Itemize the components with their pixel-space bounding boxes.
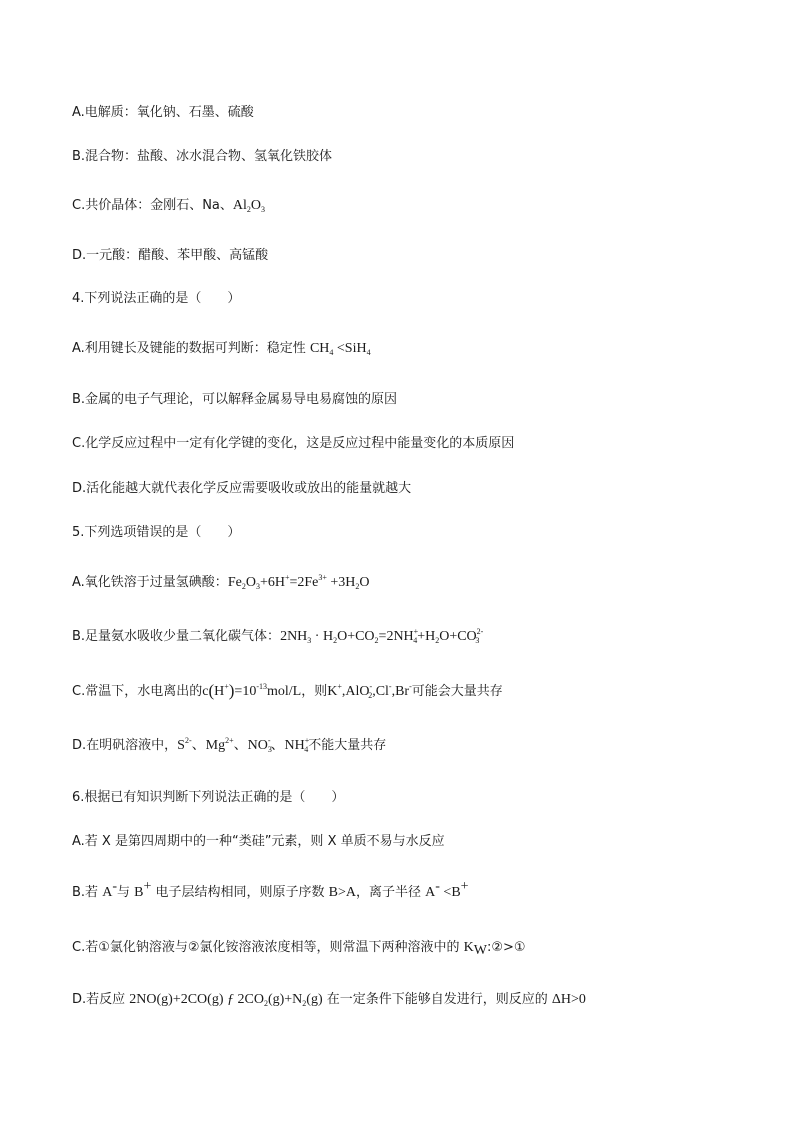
formula-part: ,Br — [391, 684, 410, 699]
q5-option-a — [72, 574, 370, 592]
formula-part: H — [214, 684, 225, 699]
q6-option-c — [72, 939, 526, 957]
formula-part: · H — [311, 629, 334, 644]
formula-part: K — [327, 684, 338, 699]
formula-part: K — [463, 940, 474, 955]
formula-part: B — [134, 885, 144, 900]
q3-option-d: D.一元酸：醋酸、苯甲酸、高锰酸 — [72, 248, 269, 263]
formula-part: c — [202, 684, 209, 699]
formula-part: <SiH — [333, 341, 367, 356]
formula-part: 2NH — [280, 629, 308, 644]
formula-part: +3H — [326, 575, 356, 590]
text: :②>① — [487, 940, 526, 955]
subscript: 2 — [241, 582, 246, 591]
formula-part: 2CO — [237, 992, 264, 1007]
formula-part: O — [250, 198, 262, 213]
q5-option-d — [72, 737, 386, 755]
q3-option-c — [72, 197, 265, 215]
formula-part: O+CO — [337, 629, 375, 644]
equation — [280, 627, 484, 645]
formula-part: Al — [232, 198, 247, 213]
text: C.若①氯化钠溶液与②氯化铵溶液浓度相等，则常温下两种溶液中的 — [72, 940, 464, 955]
q5-stem: 5.下列选项错误的是（ ） — [72, 525, 241, 540]
subscript: 4 — [366, 348, 371, 357]
superscript: 2- — [184, 736, 192, 745]
superscript: + — [224, 682, 229, 691]
formula-part: ,Cl — [372, 684, 389, 699]
formula-part: =10 — [234, 684, 257, 699]
formula — [310, 341, 371, 356]
formula-part: +H — [417, 629, 436, 644]
superscript: + — [337, 682, 342, 691]
text: ，离子半径 — [355, 885, 426, 900]
q5-option-c — [72, 682, 503, 701]
q4-stem: 4.下列说法正确的是（ ） — [72, 291, 241, 306]
superscript: + — [304, 736, 310, 745]
text: A.利用键长及键能的数据可判断：稳定性 — [72, 341, 310, 356]
superscript: - — [388, 682, 392, 691]
subscript: 3 — [307, 636, 312, 645]
subscript: 2 — [374, 636, 379, 645]
q6-stem: 6.根据已有知识判断下列说法正确的是（ ） — [72, 790, 345, 805]
subscript: 3 — [267, 745, 272, 754]
text: 电子层结构相同，则原子序数 — [151, 885, 329, 900]
equation — [129, 992, 322, 1007]
superscript: - — [435, 879, 440, 894]
superscript: 2- — [476, 627, 484, 636]
text: 不能大量共存 — [308, 738, 387, 753]
superscript: - — [112, 879, 117, 894]
subscript: 2 — [368, 691, 373, 700]
formula-part: 、NH — [270, 738, 305, 753]
formula — [233, 198, 265, 213]
paren: ( — [208, 681, 215, 700]
text: A.氧化铁溶于过量氢碘酸： — [72, 575, 228, 590]
formula-part: A — [425, 885, 436, 900]
q4-option-b: B.金属的电子气理论，可以解释金属易导电易腐蚀的原因 — [72, 392, 398, 407]
subscript: W — [473, 943, 487, 958]
superscript: + — [413, 627, 419, 636]
subscript: 4 — [304, 745, 309, 754]
text: 可能会大量共存 — [411, 684, 503, 699]
equation — [228, 575, 370, 590]
formula-part: =2NH — [378, 629, 414, 644]
q6-option-a: A.若 X 是第四周期中的一种“类硅”元素，则 X 单质不易与水反应 — [72, 834, 445, 849]
subscript: 3 — [475, 636, 480, 645]
superscript: 2+ — [225, 736, 234, 745]
equilibrium-arrow: ƒ — [223, 992, 238, 1007]
formula-part: (g) — [306, 992, 323, 1007]
q4-option-d: D.活化能越大就代表化学反应需要吸收或放出的能量就越大 — [72, 481, 412, 496]
formula-part: A — [102, 885, 113, 900]
subscript: 3 — [255, 582, 260, 591]
q4-option-c: C.化学反应过程中一定有化学键的变化，这是反应过程中能量变化的本质原因 — [72, 436, 515, 451]
formula-part: (g)+N — [267, 992, 303, 1007]
superscript: - — [267, 736, 271, 745]
text: D.在明矾溶液中， — [72, 738, 178, 753]
superscript: + — [143, 879, 152, 894]
subscript: 2 — [263, 999, 268, 1008]
formula-part: O — [359, 575, 370, 590]
formula-part: 、Mg — [191, 738, 226, 753]
q5-option-b — [72, 627, 484, 646]
formula-part: 、NO — [233, 738, 268, 753]
formula — [202, 681, 302, 700]
text: C.共价晶体：金刚石、Na、 — [72, 198, 233, 213]
subscript: 2 — [333, 636, 338, 645]
subscript: 4 — [329, 348, 334, 357]
formula-part: B>A — [328, 885, 356, 900]
subscript: 2 — [302, 999, 307, 1008]
subscript: 2 — [435, 636, 440, 645]
formula-part: O — [245, 575, 256, 590]
q4-option-a — [72, 340, 371, 358]
text: B.足量氨水吸收少量二氧化碳气体： — [72, 629, 281, 644]
q3-option-a: A.电解质：氧化钠、石墨、硫酸 — [72, 105, 254, 120]
formula-part: ,AlO — [341, 684, 370, 699]
text: D.若反应 — [72, 992, 130, 1007]
ion-list — [327, 684, 412, 699]
formula-part: +6H — [259, 575, 285, 590]
superscript: -13 — [256, 682, 267, 691]
q6-option-b — [72, 879, 469, 902]
formula-part: S — [177, 738, 185, 753]
formula-part: CH — [309, 341, 330, 356]
subscript: 3 — [261, 205, 266, 214]
paren: ) — [228, 681, 235, 700]
text: B.若 — [72, 885, 103, 900]
formula-part: <B — [439, 885, 461, 900]
superscript: - — [369, 682, 373, 691]
formula-part: 2NO(g)+2CO(g) — [129, 992, 224, 1007]
q3-option-b: B.混合物：盐酸、冰水混合物、氢氧化铁胶体 — [72, 149, 333, 164]
formula-part: mol/L — [267, 684, 302, 699]
superscript: + — [460, 879, 469, 894]
text: 在一定条件下能够自发进行，则反应的 — [322, 992, 552, 1007]
q6-option-d — [72, 991, 586, 1009]
subscript: 2 — [355, 582, 360, 591]
subscript: 4 — [413, 636, 418, 645]
formula-part: ΔH>0 — [551, 992, 586, 1007]
text: ，则 — [301, 684, 328, 699]
superscript: + — [284, 573, 290, 582]
formula-part: Fe — [227, 575, 242, 590]
superscript: 3+ — [318, 573, 327, 582]
text: C.常温下，水电离出的 — [72, 684, 203, 699]
formula-part: O+CO — [439, 629, 477, 644]
superscript: - — [409, 682, 412, 691]
subscript: 2 — [246, 205, 251, 214]
text: 与 — [116, 885, 135, 900]
ion-list — [177, 738, 308, 753]
formula-part: =2Fe — [289, 575, 319, 590]
